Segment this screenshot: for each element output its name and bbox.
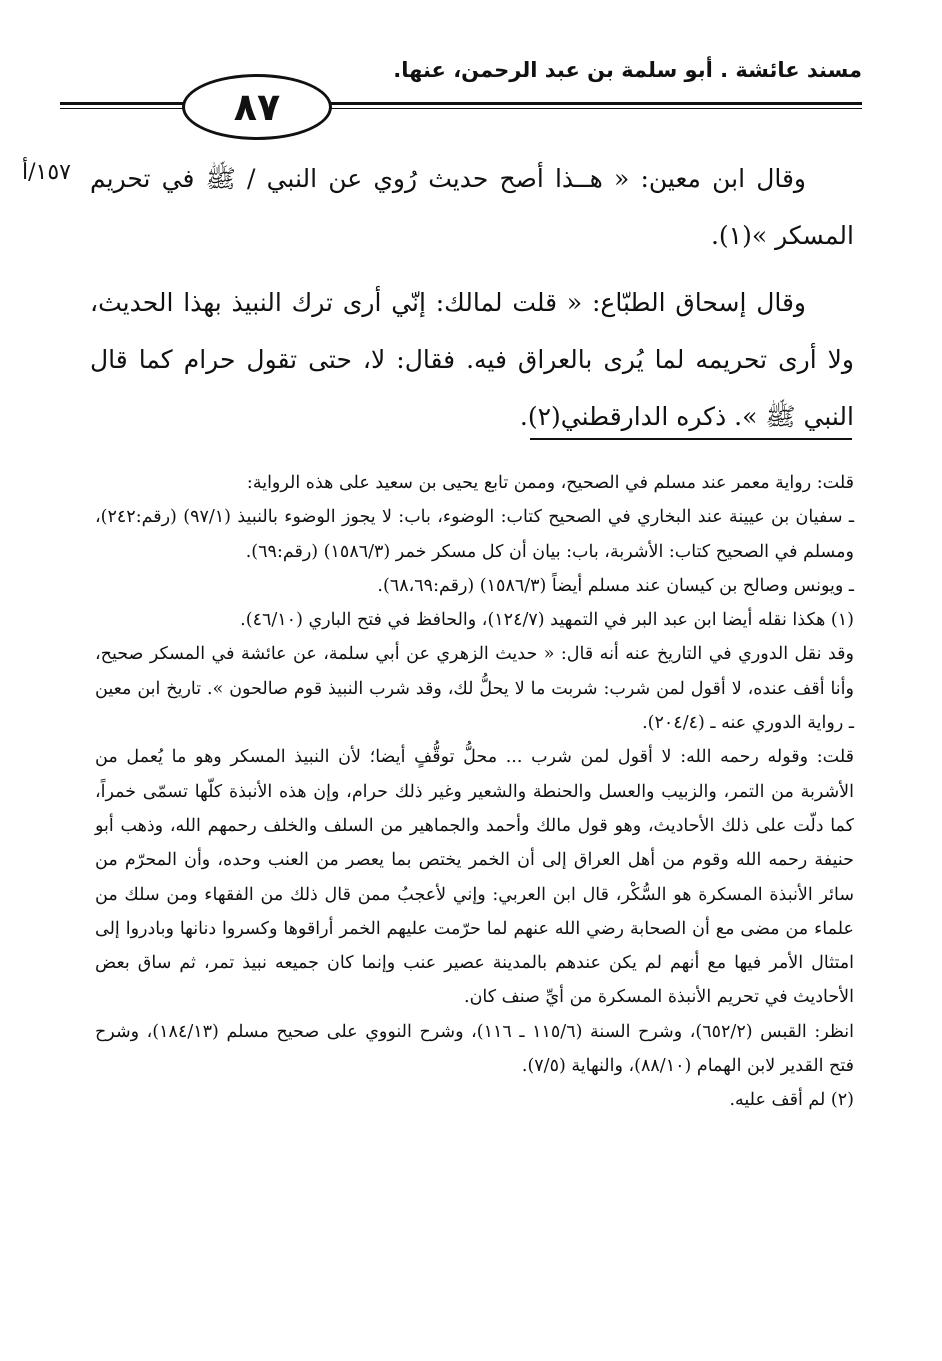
footnotes xyxy=(95,466,854,1118)
footnote-line: وقد نقل الدوري في التاريخ عنه أنه قال: « حديث الزهري عن أبي سلمة، عن عائشة في المسكر صحيح، وأنا أقف عنده، لا أقول لمن شرب: شربت ما لا يحلُّ لك، وقد شرب النبيذ قوم صالحون ». تاريخ ابن معين ـ رواية الدوري عنه ـ (٢٠٤/٤). xyxy=(95,644,854,734)
footnote-line: (٢) لم أقف عليه. xyxy=(729,1090,854,1111)
main-paragraph: وقال ابن معين: « هــذا أصح حديث رُوي عن النبي / ﷺ في تحريم المسكر »(١). xyxy=(90,164,854,250)
footnote-line: ـ سفيان بن عيينة عند البخاري في الصحيح كتاب: الوضوء، باب: لا يجوز الوضوء بالنبيذ (٩٧/١) (رقم:٢٤٢)، ومسلم في الصحيح كتاب: الأشربة، باب: بيان أن كل مسكر خمر (١٥٨٦/٣) (رقم:٦٩). xyxy=(95,507,855,562)
page-number: ٨٧ xyxy=(182,74,332,140)
page-header xyxy=(60,50,862,130)
manuscript-folio-reference: ١٥٧/أ xyxy=(22,160,71,185)
header-rule xyxy=(60,102,862,105)
footnote-divider xyxy=(530,438,852,440)
footnote-line: (١) هكذا نقله أيضا ابن عبد البر في التمهيد (١٢٤/٧)، والحافظ في فتح الباري (٤٦/١٠). xyxy=(240,610,854,631)
header-rule-thin xyxy=(60,108,862,109)
footnote-line: قلت: رواية معمر عند مسلم في الصحيح، وممن تابع يحيى بن سعيد على هذه الرواية: xyxy=(246,473,854,493)
footnote-line: انظر: القبس (٦٥٢/٢)، وشرح السنة (١١٥/٦ ـ ١١٦)، وشرح النووي على صحيح مسلم (١٨٤/١٣)، وشرح فتح القدير لابن الهمام (٨٨/١٠)، والنهاية (٧/٥). xyxy=(95,1021,855,1077)
running-title: مسند عائشة . أبو سلمة بن عبد الرحمن، عنها. xyxy=(393,58,862,82)
main-paragraph: وقال إسحاق الطبّاع: « قلت لمالك: إنّي أرى ترك النبيذ بهذا الحديث، ولا أرى تحريمه لما يُرى بالعراق فيه. فقال: لا، حتى تقول حرام كما قال النبي ﷺ ». ذكره الدارقطني(٢). xyxy=(90,288,854,431)
footnote-line: قلت: وقوله رحمه الله: لا أقول لمن شرب ... محلُّ توقُّفٍ أيضا؛ لأن النبيذ المسكر وهو ما يُعمل من الأشربة من التمر، والزبيب والعسل والحنطة والشعير وغير ذلك حرام، وإن هذه الأنبذة كلّها تسمّى خمراً، كما دلّت على ذلك الأحاديث، وهو قول مالك وأحمد والجماهير من السلف والخلف رحمهم الله، وذهب أبو حنيفة رحمه الله وقوم من أهل العراق إلى أن الخمر يختص بما يعصر من العنب وحده، وأن المحرّم من سائر الأنبذة المسكرة هو السُّكْر، قال ابن العربي: وإني لأعجبُ ممن قال ذلك من الفقهاء ومن سلك من علماء من مضى مع أن الصحابة رضي الله عنهم لما حرّمت عليهم الخمر أراقوها وكسروا دنانها وبادروا إلى امتثال الأمر فيها مع أنهم لم يكن عندهم بالمدينة عصير عنب وإنما كان جميعه نبيذ تمر، ثم ساق بعض الأحاديث في تحريم الأنبذة المسكرة من أيِّ صنف كان. xyxy=(95,747,854,1008)
footnote-line: ـ ويونس وصالح بن كيسان عند مسلم أيضاً (١٥٨٦/٣) (رقم:٦٨،٦٩). xyxy=(377,575,854,596)
main-text xyxy=(90,150,854,445)
